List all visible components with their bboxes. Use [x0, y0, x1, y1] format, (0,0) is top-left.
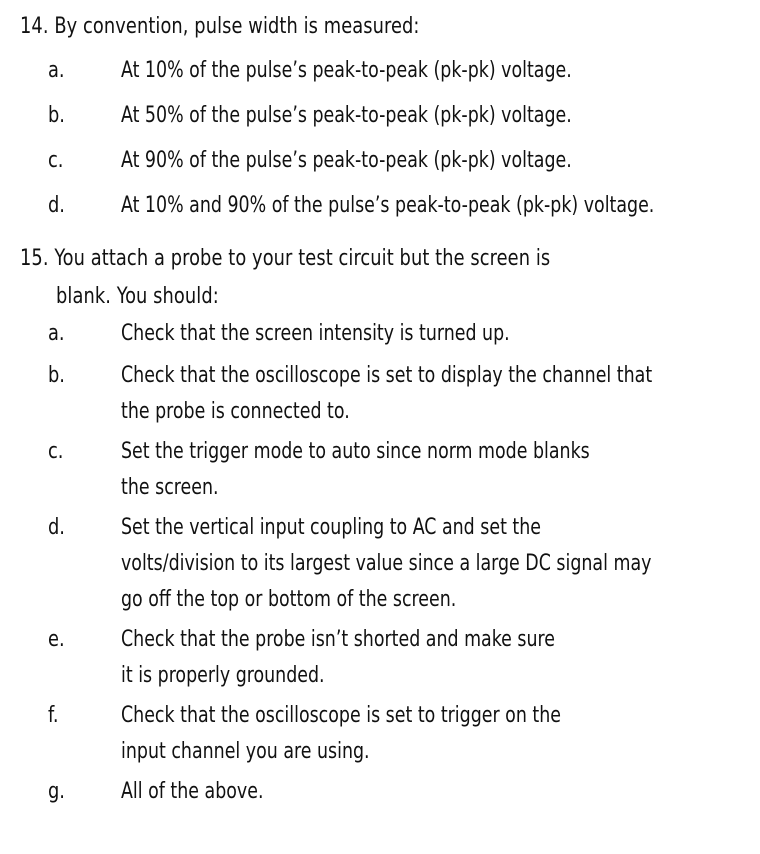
option-text: volts/division to its largest value since a large DC signal may	[121, 551, 652, 576]
option-text: Check that the oscilloscope is set to trigger on the	[121, 703, 561, 728]
question-14-stem: 14. By convention, pulse width is measured:	[20, 14, 420, 39]
option-text: Set the vertical input coupling to AC and set the	[121, 515, 542, 540]
option-text: input channel you are using.	[121, 739, 370, 764]
option-14-d	[20, 188, 750, 233]
option-text: the probe is connected to.	[121, 399, 350, 424]
option-letter: b.	[48, 363, 65, 388]
option-text: Check that the screen intensity is turned up.	[121, 321, 510, 346]
option-15-a	[20, 316, 750, 358]
option-letter: f.	[48, 703, 59, 728]
option-letter: g.	[48, 779, 65, 804]
option-text: Set the trigger mode to auto since norm mode blanks	[121, 439, 590, 464]
option-text: go off the top or bottom of the screen.	[121, 587, 457, 612]
option-text: At 50% of the pulse’s peak-to-peak (pk-pk) voltage.	[121, 103, 572, 128]
option-text: At 10% and 90% of the pulse’s peak-to-peak (pk-pk) voltage.	[121, 193, 655, 218]
option-letter: e.	[48, 627, 65, 652]
option-text: the screen.	[121, 475, 219, 500]
option-15-c	[20, 434, 750, 510]
option-text: Check that the oscilloscope is set to display the channel that	[121, 363, 653, 388]
option-letter: a.	[48, 321, 65, 346]
question-14	[20, 8, 750, 233]
option-14-a	[20, 53, 750, 98]
option-14-c	[20, 143, 750, 188]
option-letter: a.	[48, 58, 65, 83]
option-text: At 10% of the pulse’s peak-to-peak (pk-pk) voltage.	[121, 58, 572, 83]
option-15-g	[20, 774, 750, 814]
option-letter: c.	[48, 439, 64, 464]
option-letter: d.	[48, 515, 65, 540]
option-14-b	[20, 98, 750, 143]
option-text: At 90% of the pulse’s peak-to-peak (pk-pk) voltage.	[121, 148, 572, 173]
question-14-options	[20, 53, 750, 233]
option-15-b	[20, 358, 750, 434]
question-15-stem-line-2: blank. You should:	[56, 284, 219, 309]
option-text: it is properly grounded.	[121, 663, 325, 688]
option-15-e	[20, 622, 750, 698]
option-letter: d.	[48, 193, 65, 218]
question-15-stem	[20, 240, 677, 316]
question-15-options	[20, 316, 750, 814]
option-letter: c.	[48, 148, 64, 173]
option-15-f	[20, 698, 750, 774]
option-letter: b.	[48, 103, 65, 128]
option-15-d	[20, 510, 750, 622]
question-15-stem-line-1: 15. You attach a probe to your test circuit but the screen is	[20, 246, 551, 271]
question-15	[20, 240, 750, 814]
option-text: Check that the probe isn’t shorted and make sure	[121, 627, 555, 652]
option-text: All of the above.	[121, 779, 264, 804]
